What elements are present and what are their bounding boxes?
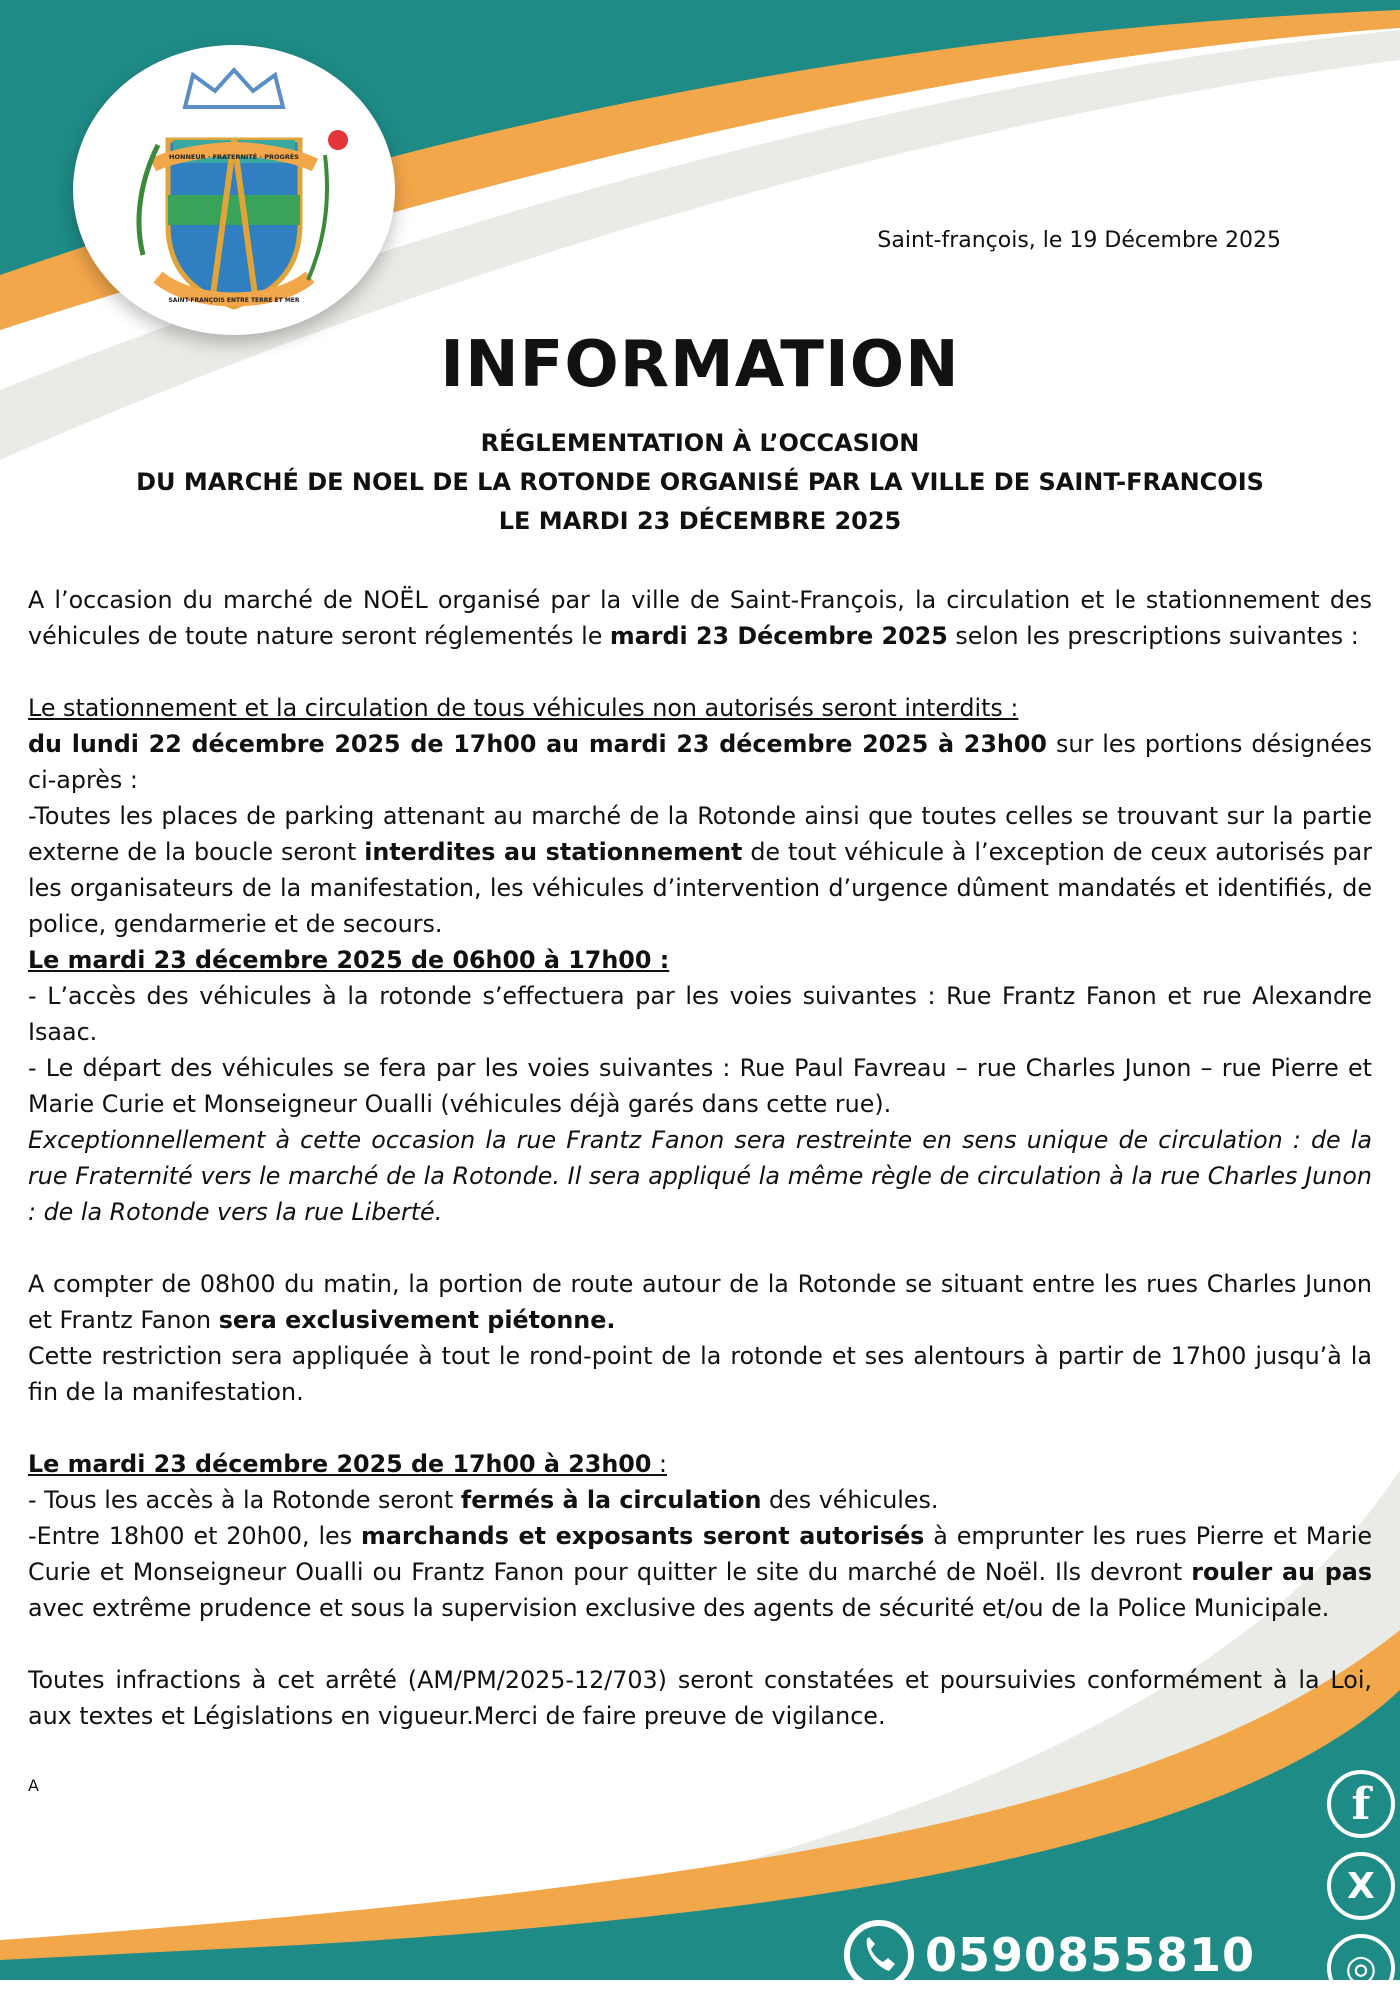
svg-text:SAINT-FRANÇOIS ENTRE TERRE ET: SAINT-FRANÇOIS ENTRE TERRE ET MER (168, 297, 300, 304)
evening-text: -Entre 18h00 et 20h00, les (28, 1522, 362, 1550)
evening-bold: marchands et exposants seront autorisés (361, 1522, 925, 1550)
parking-period (28, 726, 1372, 798)
closing-paragraph: Toutes infractions à cet arrêté (AM/PM/2025-12/703) seront constatées et poursuivies conformément à la Loi, aux textes et Législations en vigueur.Merci de faire preuve de vigilance. (28, 1666, 1372, 1730)
subtitle-line: LE MARDI 23 DÉCEMBRE 2025 (498, 507, 902, 535)
intro-paragraph (28, 582, 1372, 654)
document-date: Saint-françois, le 19 Décembre 2025 (877, 228, 1281, 253)
morning-departure: - Le départ des véhicules se fera par les voies suivantes : Rue Paul Favreau – rue Charles Junon – rue Pierre et Marie Curie et Monseigneur Oualli (véhicules déjà garés dans cette rue). (28, 1054, 1372, 1118)
parking-rule-end: de tout véhicule à l’exception de ceux autorisés par les organisateurs de la manifestation, les véhicules d’intervention d’urgence dûment mandatés et identifiés, de police, gendarmerie et de secours. (28, 838, 1373, 938)
parking-forbidden: interdites au stationnement (364, 838, 743, 866)
evening-text: à emprunter les rues Pierre et Marie Curie et Monseigneur Oualli ou Frantz Fanon pour quitter le site du marché de Noël. Ils devront (28, 1522, 1373, 1586)
evening-heading-tail: : (651, 1450, 668, 1478)
pedestrian-restriction: Cette restriction sera appliquée à tout le rond-point de la rotonde et ses alentours à partir de 17h00 jusqu’à la fin de la manifestation. (28, 1342, 1372, 1406)
parking-heading: Le stationnement et la circulation de tous véhicules non autorisés seront interdits : (28, 694, 1019, 722)
parking-rule (28, 798, 1372, 942)
evening-heading (28, 1446, 1372, 1482)
parking-dates: du lundi 22 décembre 2025 de 17h00 au mardi 23 décembre 2025 à 23h00 (28, 730, 1047, 758)
morning-heading: Le mardi 23 décembre 2025 de 06h00 à 17h00 : (28, 946, 670, 974)
intro-text: A l’occasion du marché de NOËL organisé par la ville de Saint-François, la circulation et le stationnement des véhicules de toute nature seront réglementés le (28, 586, 1372, 650)
parking-text: sur les portions désignées ci-après : (28, 730, 1372, 794)
pedestrian-text: A compter de 08h00 du matin, la portion de route autour de la Rotonde se situant entre les rues Charles Junon et Frantz Fanon (28, 1270, 1372, 1334)
footnote: A (28, 1776, 39, 1795)
morning-access: - L’accès des véhicules à la rotonde s’effectuera par les voies suivantes : Rue Frantz Fanon et rue Alexandre Isaac. (28, 982, 1372, 1046)
subtitle-line: DU MARCHÉ DE NOEL DE LA ROTONDE ORGANISÉ PAR LA VILLE DE SAINT-FRANCOIS (136, 468, 1264, 496)
intro-date: mardi 23 Décembre 2025 (609, 622, 948, 650)
evening-text: - Tous les accès à la Rotonde seront (28, 1486, 461, 1514)
pedestrian-bold: sera exclusivement piétonne. (218, 1306, 616, 1334)
x-icon[interactable]: X (1327, 1852, 1395, 1920)
parking-rule-text: -Toutes les places de parking attenant au marché de la Rotonde ainsi que toutes celles se trouvant sur la partie externe de la boucle seront (28, 802, 1372, 866)
morning-exception: Exceptionnellement à cette occasion la rue Frantz Fanon sera restreinte en sens unique de circulation : de la rue Fraternité vers le marché de la Rotonde. Il sera appliqué la même règle de circulation à la rue Charles Junon : de la Rotonde vers la rue Liberté. (28, 1126, 1372, 1226)
document-body (28, 582, 1372, 1734)
evening-closure (28, 1482, 1372, 1518)
evening-text: des véhicules. (761, 1486, 939, 1514)
phone-number: 0590855810 (925, 1928, 1256, 1982)
evening-heading-text: Le mardi 23 décembre 2025 de 17h00 à 23h00 (28, 1450, 652, 1478)
evening-bold: rouler au pas (1191, 1558, 1373, 1586)
page-title: INFORMATION (440, 328, 960, 402)
evening-bold: fermés à la circulation (460, 1486, 762, 1514)
subtitle-block (0, 424, 1400, 541)
coat-of-arms-icon (73, 45, 395, 335)
instagram-icon[interactable]: ◎ (1327, 1934, 1395, 2002)
evening-text: avec extrême prudence et sous la supervision exclusive des agents de sécurité et/ou de la Police Municipale. (28, 1594, 1330, 1622)
intro-text-end: selon les prescriptions suivantes : (947, 622, 1359, 650)
subtitle-line: RÉGLEMENTATION À L’OCCASION (480, 429, 920, 457)
evening-merchants (28, 1518, 1372, 1626)
svg-text:HONNEUR · FRATERNITÉ · PROGRÈS: HONNEUR · FRATERNITÉ · PROGRÈS (169, 153, 299, 161)
city-seal (73, 45, 395, 335)
phone-icon (843, 1919, 915, 1991)
facebook-icon[interactable]: f (1327, 1770, 1395, 1838)
pedestrian-paragraph (28, 1266, 1372, 1338)
